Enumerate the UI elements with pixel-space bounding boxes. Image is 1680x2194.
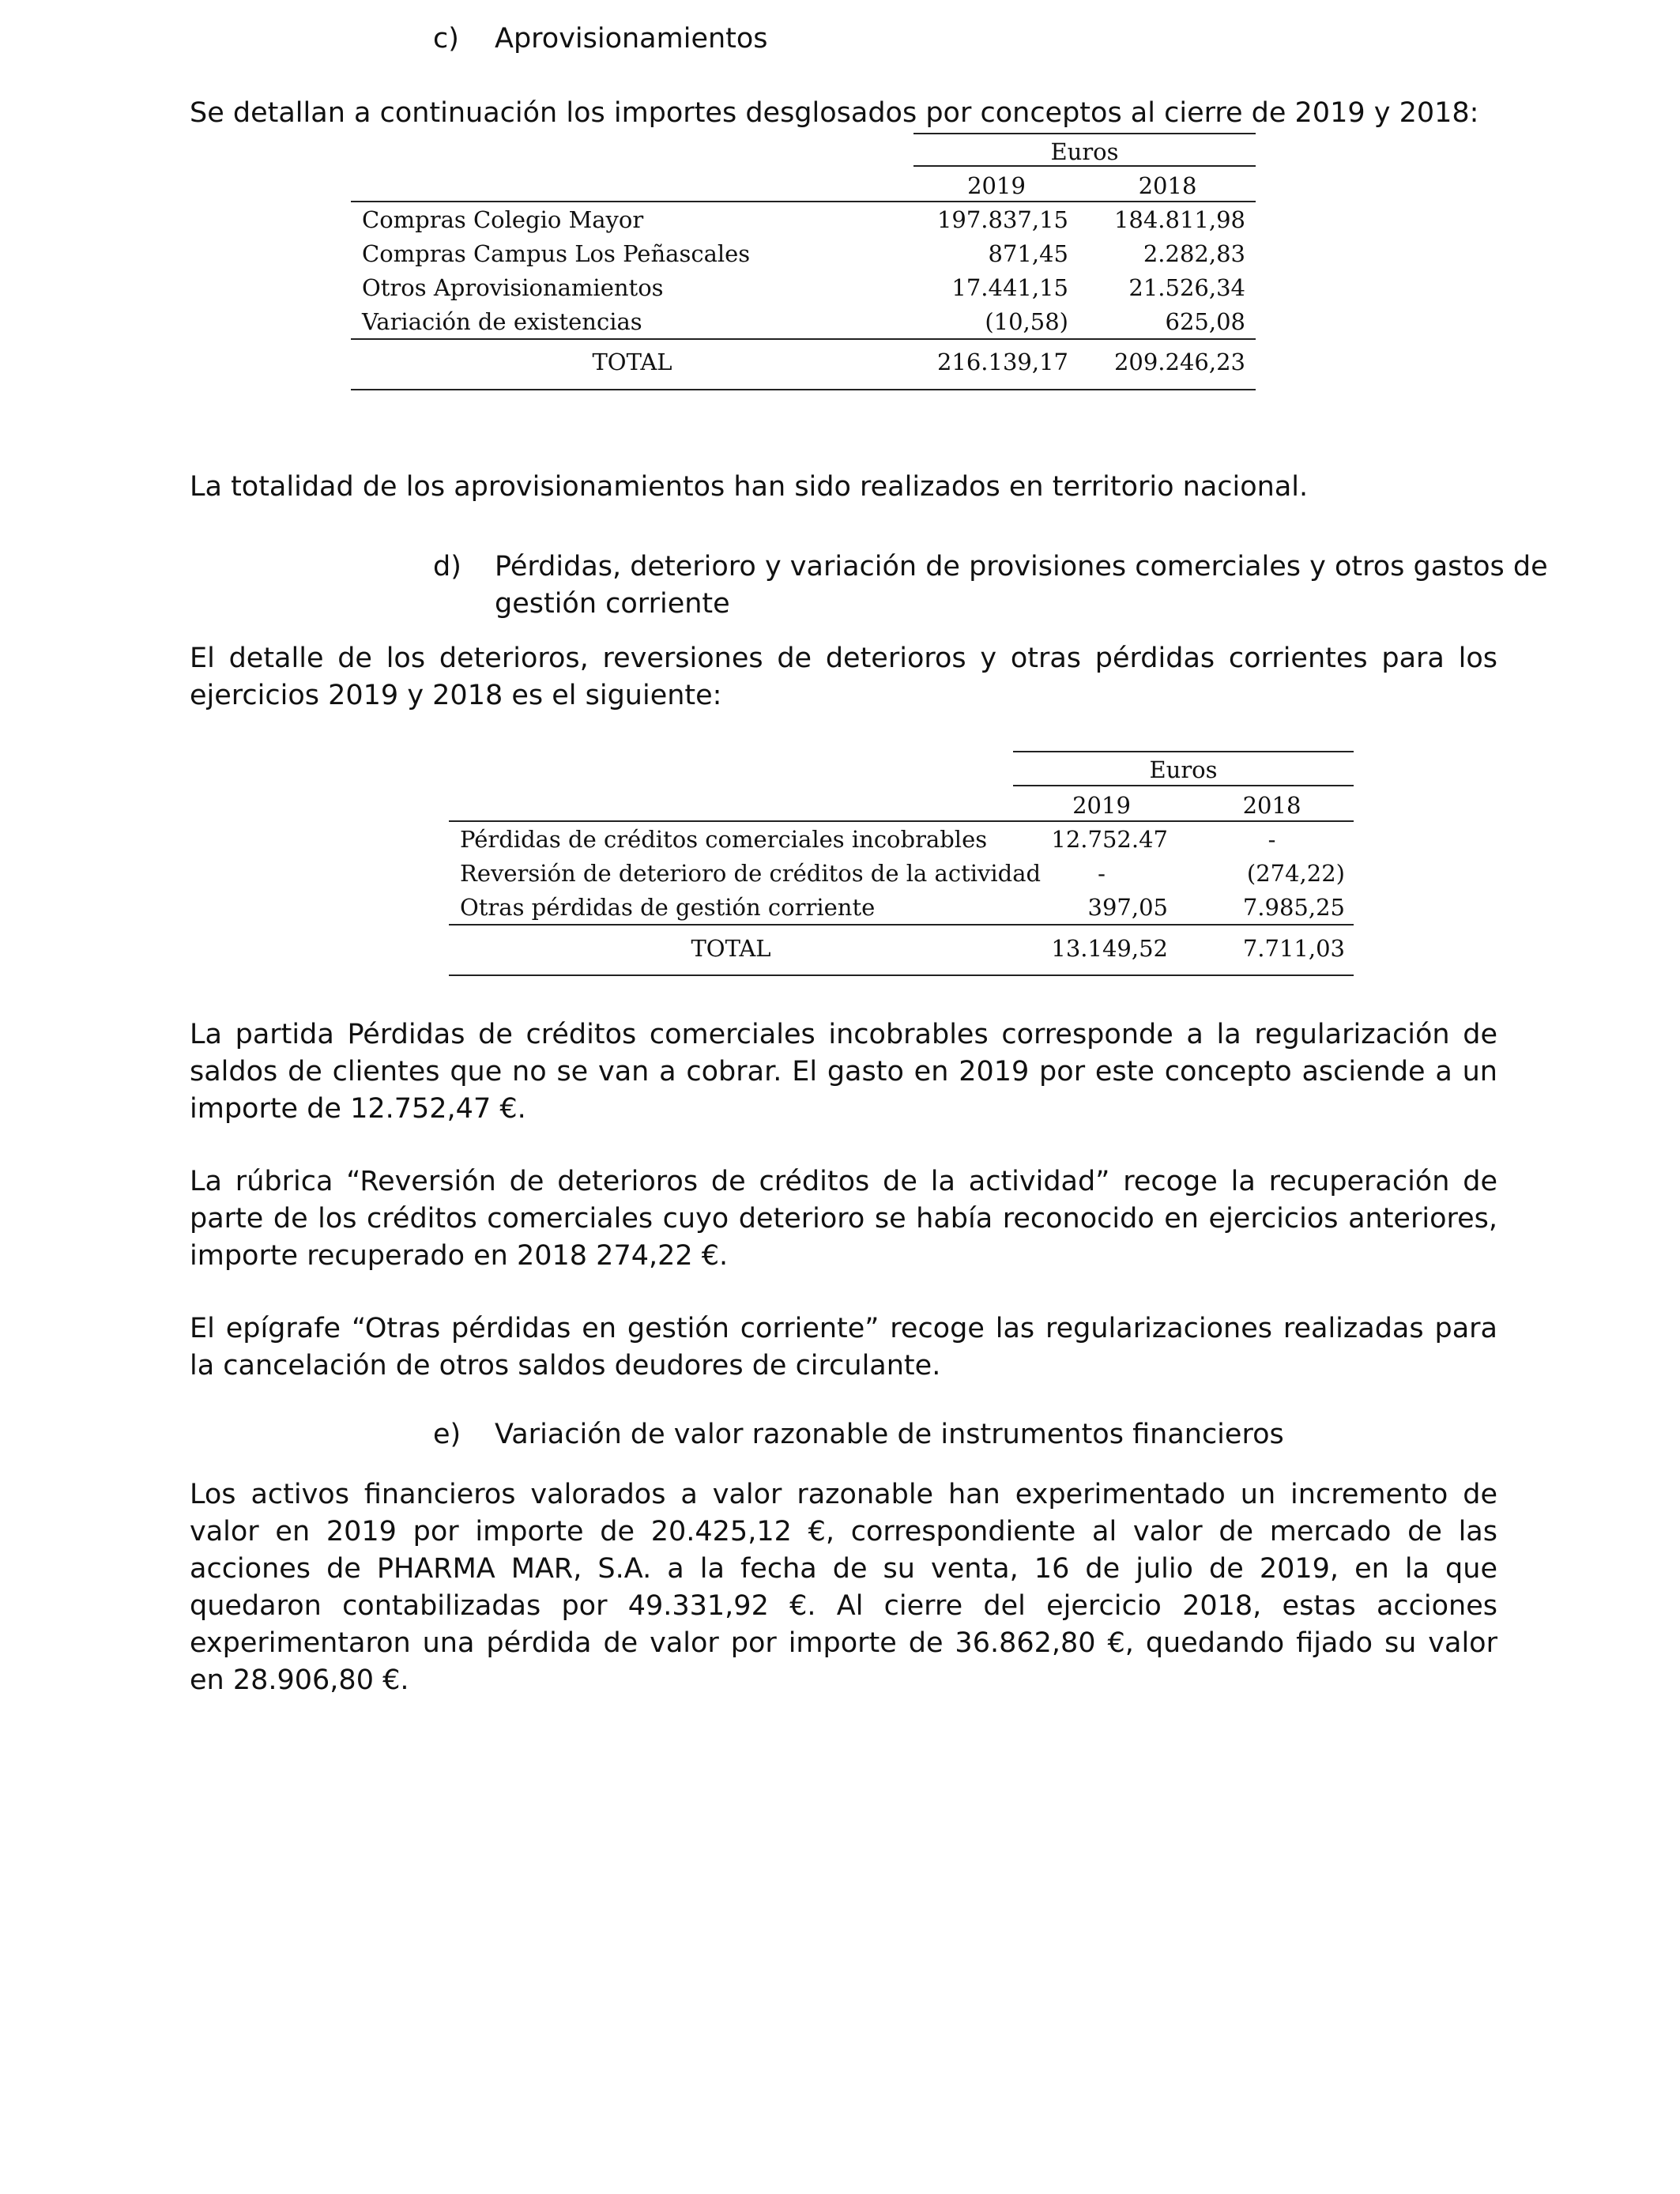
section-c-note: La totalidad de los aprovisionamientos han sido realizados en territorio nacional. (190, 471, 1309, 503)
value-2019: 197.837,15 (936, 206, 1068, 233)
row-label: Variación de existencias (362, 308, 642, 335)
section-c-title: Aprovisionamientos (495, 23, 768, 55)
total-2018: 209.246,23 (1113, 349, 1245, 375)
total-2019: 216.139,17 (936, 349, 1068, 375)
row-label: Reversión de deterioro de créditos de la actividad (460, 860, 1042, 887)
column-header-2018: 2018 (1242, 792, 1301, 819)
value-2019: 12.752.47 (1051, 826, 1168, 853)
table-row (351, 236, 1256, 271)
section-d-paragraph-2: La rúbrica “Reversión de deterioros de créditos de la actividad” recoge la recuperación de parte de los créditos comerciales cuyo deterioro se había reconocido en ejercicios anteriores, importe recuperado en 2018 274,22 €. (190, 1166, 1497, 1272)
section-d-letter: d) (433, 551, 461, 582)
section-e-letter: e) (433, 1419, 461, 1450)
row-label: Otros Aprovisionamientos (362, 274, 664, 301)
row-label: Otras pérdidas de gestión corriente (460, 894, 876, 921)
value-2018: 7.985,25 (1242, 894, 1345, 921)
section-e-heading (433, 1416, 1500, 1453)
total-2019: 13.149,52 (1051, 935, 1168, 962)
section-d-title-line2: gestión corriente (495, 588, 730, 620)
row-label: Compras Campus Los Peñascales (362, 240, 751, 267)
table-row (351, 202, 1256, 237)
table-row (351, 304, 1256, 339)
total-bottom-rule (449, 974, 1354, 976)
row-label: Compras Colegio Mayor (362, 206, 644, 233)
value-2018: (274,22) (1246, 860, 1345, 887)
column-header-2019: 2019 (1072, 792, 1131, 819)
section-d-title-line1: Pérdidas, deterioro y variación de provisiones comerciales y otros gastos de (495, 551, 1548, 582)
table-header-mid-rule (1013, 785, 1354, 786)
total-bottom-rule (351, 389, 1256, 390)
table-row (449, 822, 1354, 857)
value-2019: 17.441,15 (951, 274, 1068, 301)
total-label: TOTAL (691, 935, 771, 962)
value-2019: - (1098, 860, 1106, 887)
total-row (449, 931, 1354, 966)
column-header-2018: 2018 (1138, 172, 1197, 199)
value-2018: 21.526,34 (1128, 274, 1245, 301)
column-header-2019: 2019 (967, 172, 1026, 199)
value-2018: 2.282,83 (1143, 240, 1245, 267)
section-d-paragraph-3: El epígrafe “Otras pérdidas en gestión corriente” recoge las regularizaciones realizadas para la cancelación de otros saldos deudores de circulante. (190, 1313, 1497, 1382)
total-top-rule (351, 338, 1256, 340)
value-2018: 184.811,98 (1113, 206, 1245, 233)
section-d-intro: El detalle de los deterioros, reversiones de deterioros y otras pérdidas corrientes para los ejercicios 2019 y 2018 es el siguiente: (190, 643, 1497, 711)
deterioros-table (449, 751, 1354, 980)
section-c-heading (433, 21, 1460, 58)
table-row (449, 890, 1354, 925)
section-d-paragraph-1: La partida Pérdidas de créditos comerciales incobrables corresponde a la regularización de saldos de clientes que no se van a cobrar. El gasto en 2019 por este concepto asciende a un importe de 12.752,47 €. (190, 1019, 1497, 1125)
section-d-heading (433, 548, 1548, 623)
currency-label: Euros (1149, 756, 1218, 783)
row-label: Pérdidas de créditos comerciales incobrables (460, 826, 988, 853)
section-e-title: Variación de valor razonable de instrumentos financieros (495, 1419, 1284, 1450)
value-2019: (10,58) (985, 308, 1068, 335)
total-row (351, 345, 1256, 379)
total-label: TOTAL (592, 349, 672, 375)
section-c-letter: c) (433, 23, 459, 55)
value-2019: 871,45 (988, 240, 1068, 267)
value-2019: 397,05 (1087, 894, 1168, 921)
table-row (449, 856, 1354, 891)
currency-label: Euros (1050, 138, 1119, 165)
table-header-mid-rule (913, 165, 1256, 167)
section-c-intro: Se detallan a continuación los importes desglosados por conceptos al cierre de 2019 y 2018: (190, 97, 1479, 129)
aprovisionamientos-table (351, 133, 1256, 394)
value-2018: 625,08 (1165, 308, 1245, 335)
total-2018: 7.711,03 (1242, 935, 1345, 962)
section-e-paragraph: Los activos financieros valorados a valor razonable han experimentado un incremento de valor en 2019 por importe de 20.425,12 €, correspondiente al valor de mercado de las acciones de PHARMA MAR, S.A. a la fecha de su venta, 16 de julio de 2019, en la que quedaron contabilizadas por 49.331,92 €. Al cierre del ejercicio 2018, estas acciones experimentaron una pérdida de valor por importe de 36.862,80 €, quedando fijado su valor en 28.906,80 €. (190, 1479, 1497, 1696)
table-row (351, 270, 1256, 305)
value-2018: - (1268, 826, 1276, 853)
total-top-rule (449, 924, 1354, 925)
